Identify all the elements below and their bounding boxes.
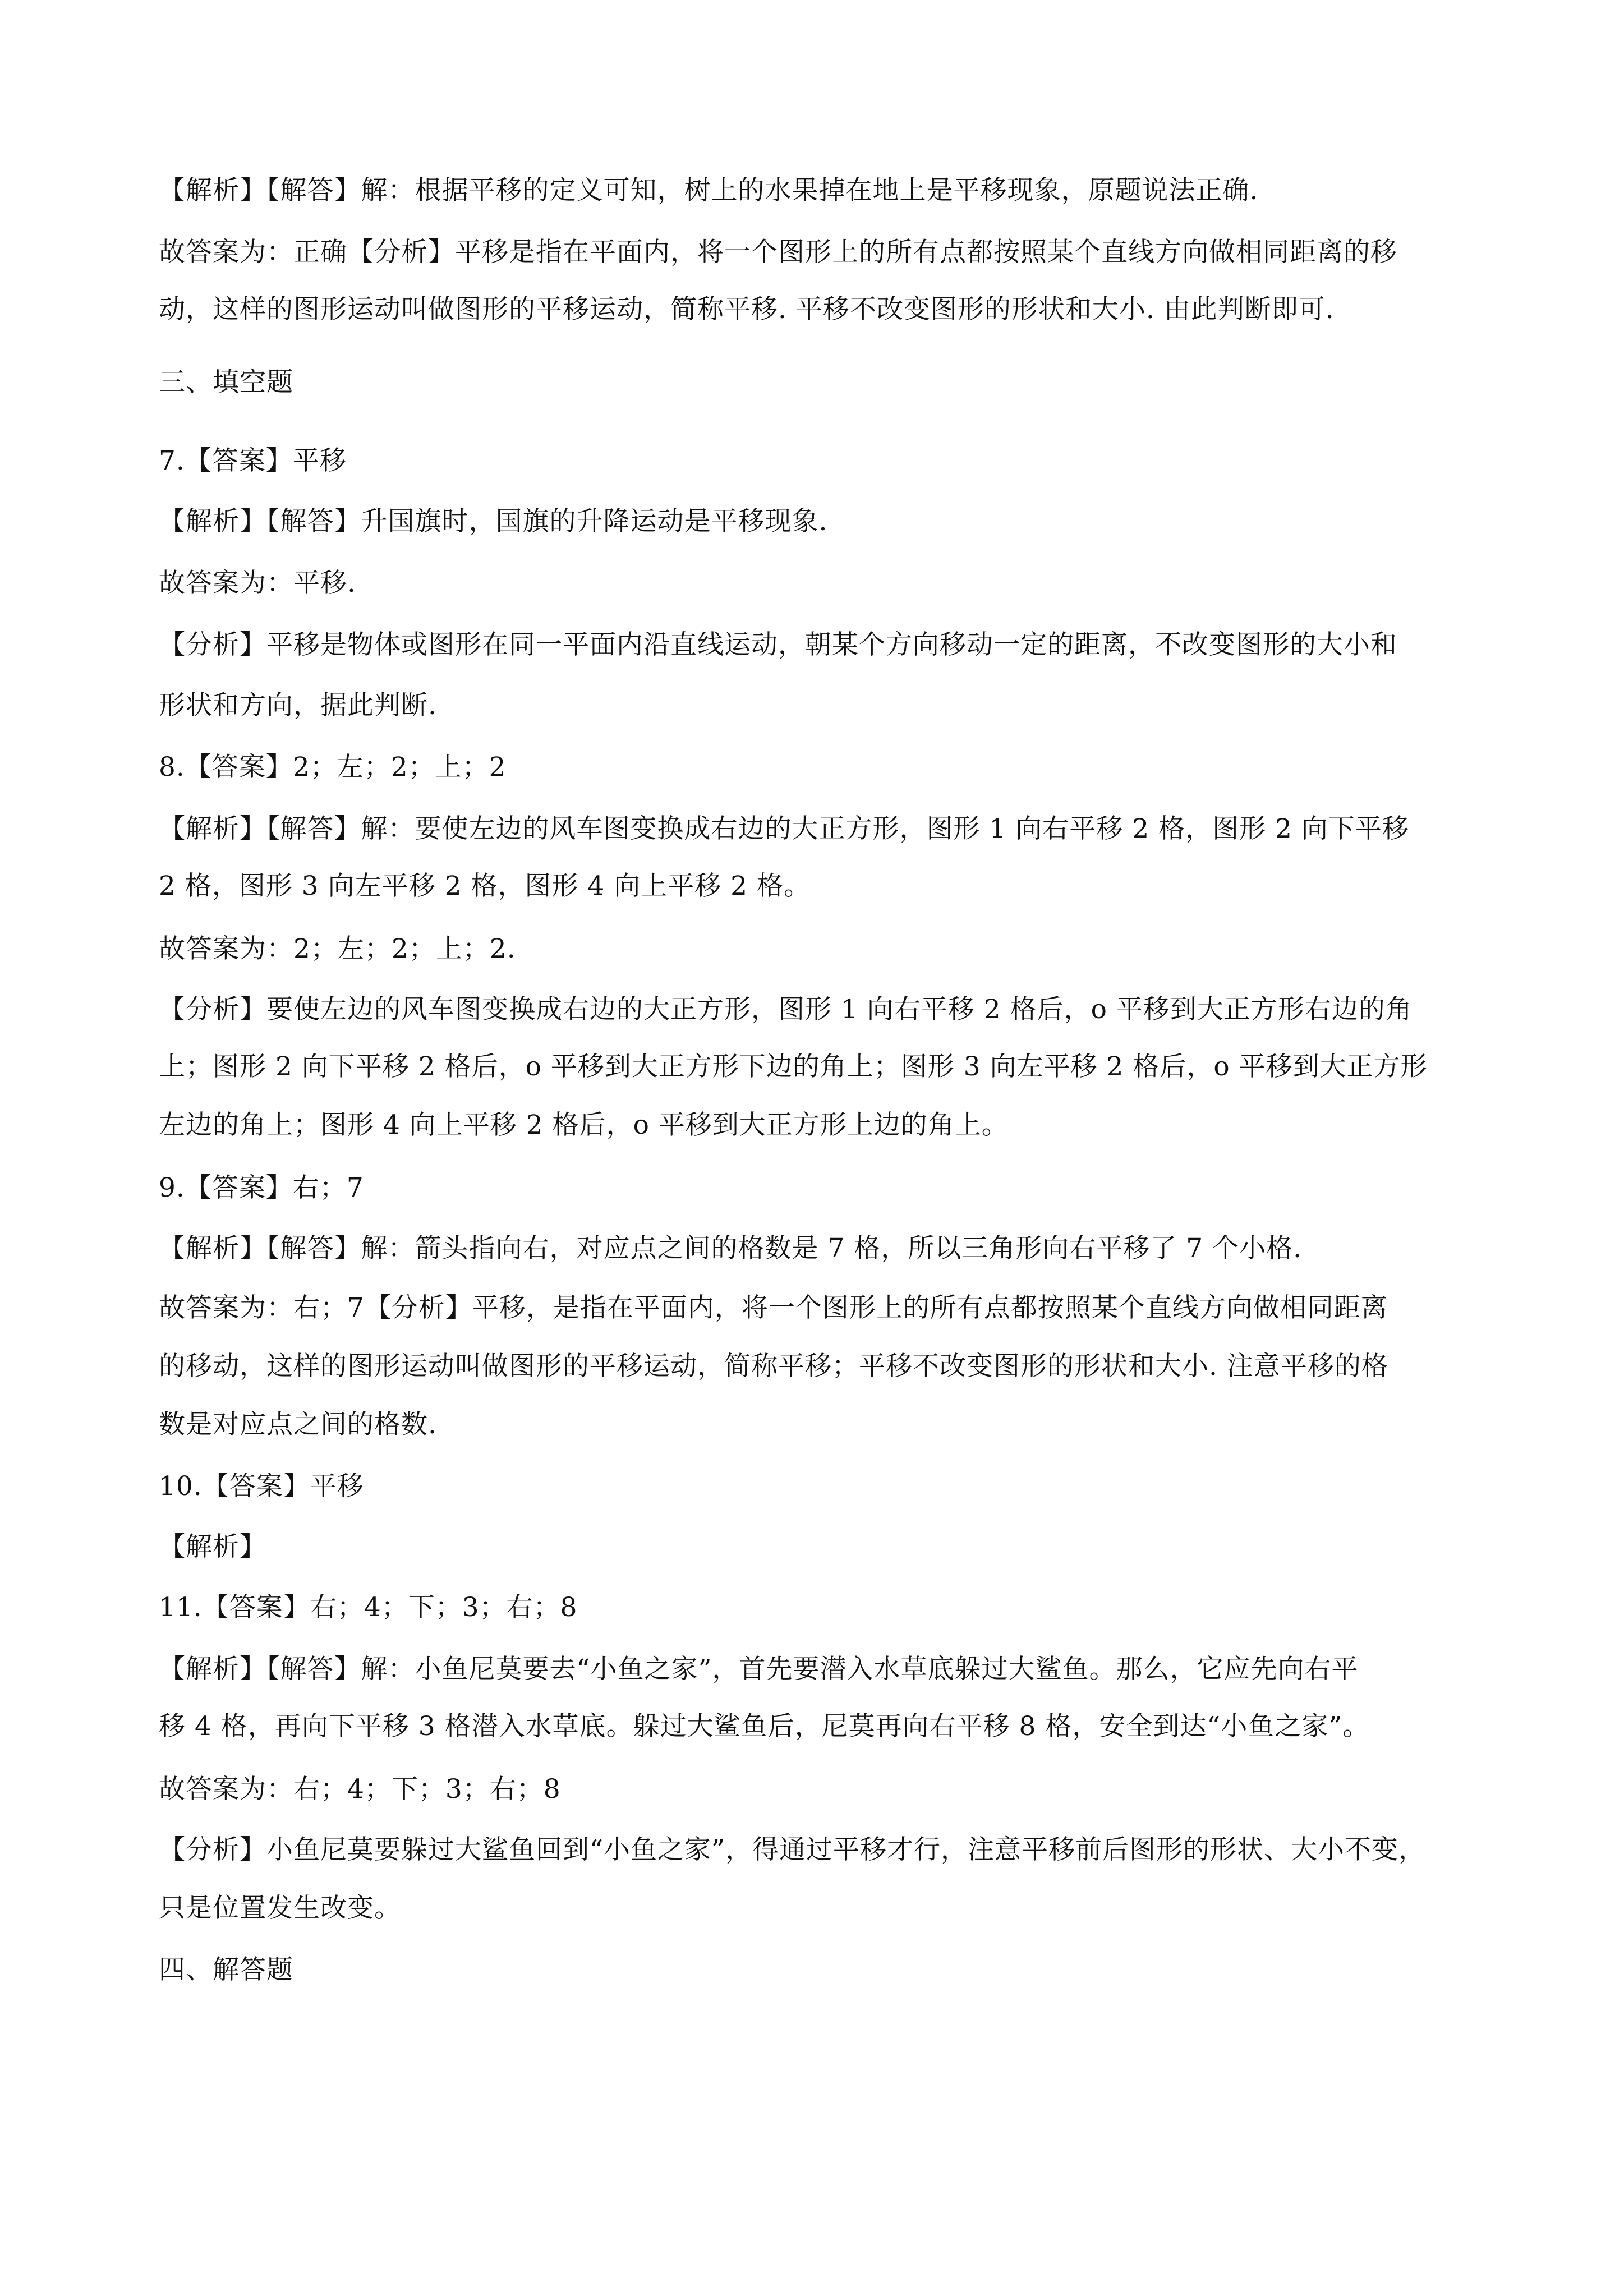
text-line: 【分析】小鱼尼莫要躲过大鲨鱼回到“小鱼之家”，得通过平移才行，注意平移前后图形的形状、大小不变， xyxy=(159,1834,1426,1865)
text-line: 【解析】【解答】解：小鱼尼莫要去“小鱼之家”，首先要潜入水草底躲过大鲨鱼。那么，它应先向右平 xyxy=(159,1654,1359,1685)
text-line: 故答案为：平移. xyxy=(159,568,356,599)
text-line: 只是位置发生改变。 xyxy=(159,1893,401,1924)
text-line: 【解析】【解答】解：要使左边的风车图变换成右边的大正方形，图形 1 向右平移 2 格，图形 2 向下平移 xyxy=(159,813,1409,844)
text-line: 动，这样的图形运动叫做图形的平移运动，简称平移. 平移不改变图形的形状和大小. 由此判断即可. xyxy=(159,294,1335,325)
text-line: 故答案为：右；7【分析】平移，是指在平面内，将一个图形上的所有点都按照某个直线方向做相同距离 xyxy=(159,1292,1388,1323)
text-line: 【解析】【解答】解：箭头指向右，对应点之间的格数是 7 格，所以三角形向右平移了 7 个小格. xyxy=(159,1233,1303,1264)
text-line: 上；图形 2 向下平移 2 格后，o 平移到大正方形下边的角上；图形 3 向左平移 2 格后，o 平移到大正方形 xyxy=(159,1051,1428,1082)
answer-line: 8.【答案】2；左；2；上；2 xyxy=(159,752,507,783)
answer-line: 11.【答案】右；4；下；3；右；8 xyxy=(159,1592,578,1623)
text-line: 左边的角上；图形 4 向上平移 2 格后，o 平移到大正方形上边的角上。 xyxy=(159,1110,1009,1140)
text-line: 移 4 格，再向下平移 3 格潜入水草底。躲过大鲨鱼后，尼莫再向右平移 8 格，安全到达“小鱼之家”。 xyxy=(159,1711,1370,1742)
answer-line: 10.【答案】平移 xyxy=(159,1471,364,1502)
text-line: 2 格，图形 3 向左平移 2 格，图形 4 向上平移 2 格。 xyxy=(159,871,811,901)
text-line: 的移动，这样的图形运动叫做图形的平移运动，简称平移；平移不改变图形的形状和大小. 注意平移的格 xyxy=(159,1351,1388,1382)
text-line: 故答案为：右；4；下；3；右；8 xyxy=(159,1774,561,1805)
answer-line: 9.【答案】右；7 xyxy=(159,1172,364,1203)
text-line: 【分析】要使左边的风车图变换成右边的大正方形，图形 1 向右平移 2 格后，o 平移到大正方形右边的角 xyxy=(159,994,1413,1025)
text-line: 数是对应点之间的格数. xyxy=(159,1409,437,1440)
section-heading: 三、填空题 xyxy=(159,367,293,398)
section-heading: 四、解答题 xyxy=(159,1954,293,1985)
text-line: 形状和方向，据此判断. xyxy=(159,690,437,721)
text-line: 故答案为：正确【分析】平移是指在平面内，将一个图形上的所有点都按照某个直线方向做相同距离的移 xyxy=(159,237,1397,268)
text-line: 【分析】平移是物体或图形在同一平面内沿直线运动，朝某个方向移动一定的距离，不改变图形的大小和 xyxy=(159,629,1397,660)
text-line: 【解析】【解答】升国旗时，国旗的升降运动是平移现象. xyxy=(159,506,828,537)
text-line: 故答案为：2；左；2；上；2. xyxy=(159,933,516,964)
text-line: 【解析】【解答】解：根据平移的定义可知，树上的水果掉在地上是平移现象，原题说法正确. xyxy=(159,175,1259,206)
text-line: 【解析】 xyxy=(159,1531,266,1562)
answer-line: 7.【答案】平移 xyxy=(159,445,347,476)
